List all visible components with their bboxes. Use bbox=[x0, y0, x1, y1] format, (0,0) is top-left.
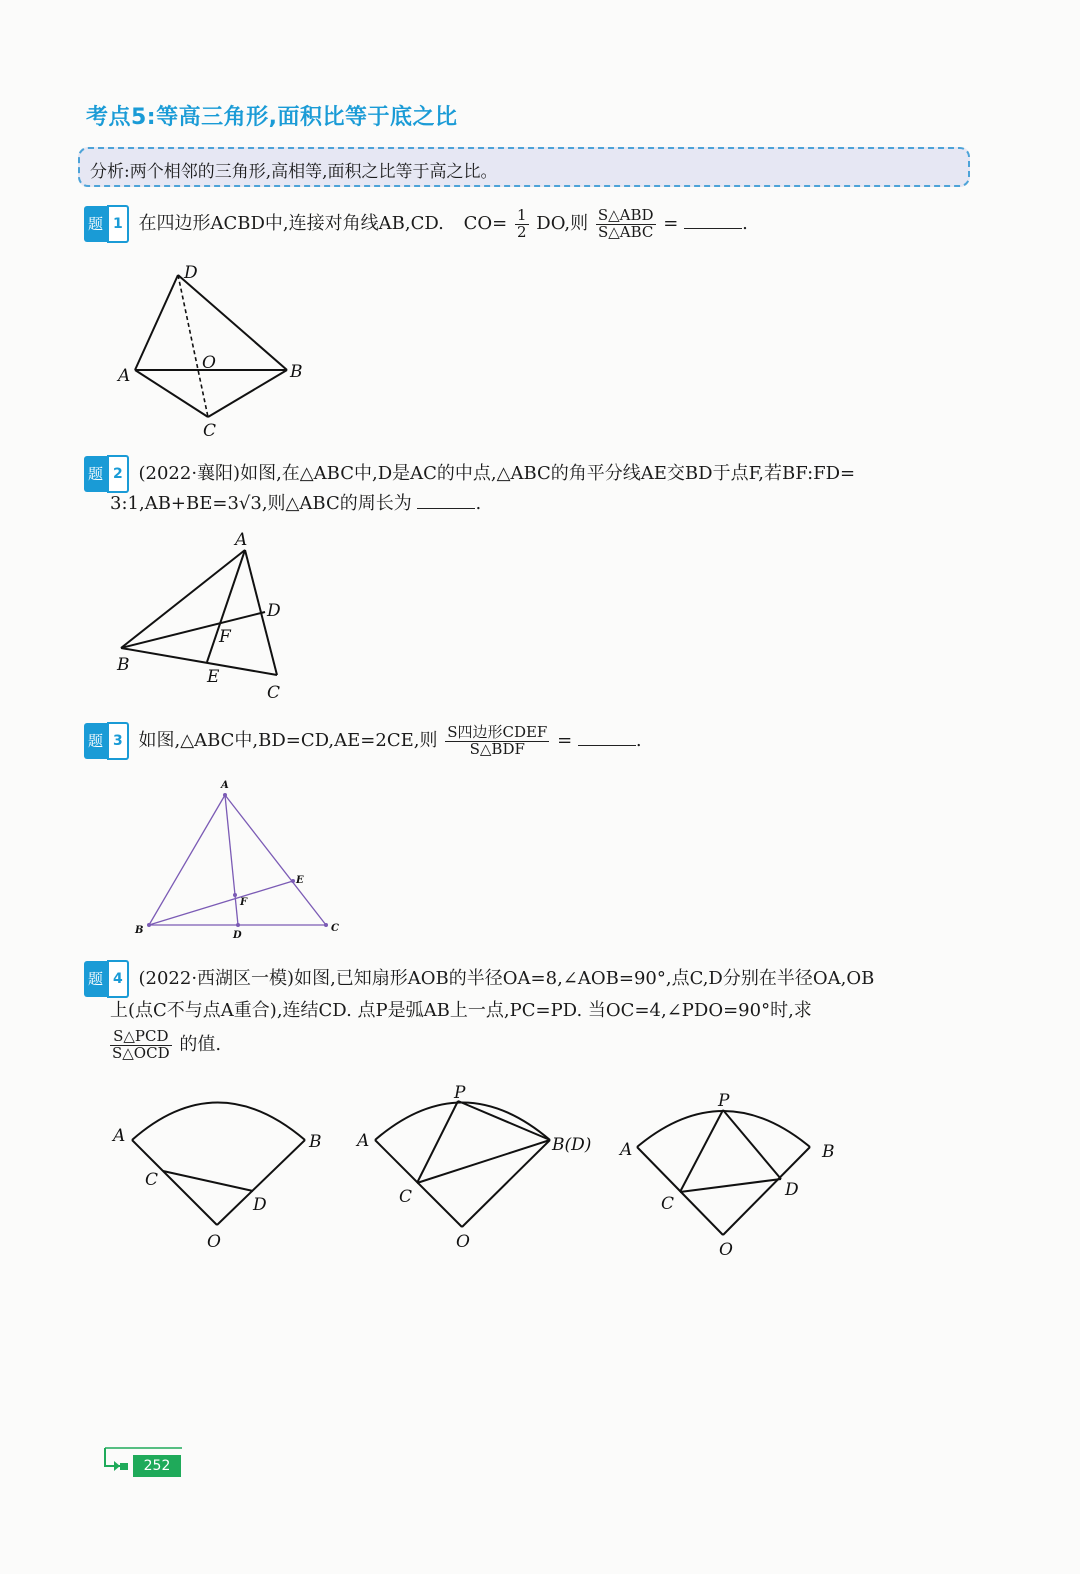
q1-eq-end: = bbox=[663, 213, 679, 234]
figure-4c bbox=[615, 1085, 850, 1265]
q2-answer-blank[interactable] bbox=[417, 492, 475, 509]
question-4 bbox=[84, 960, 874, 998]
fig4c-label-a: A bbox=[620, 1140, 633, 1160]
q3-answer-blank[interactable] bbox=[578, 729, 636, 746]
fig2-label-d: D bbox=[267, 601, 281, 621]
q1-ratio: $\frac{\text{S△ABD}}{\text{S△ABC}}$ bbox=[597, 205, 654, 241]
fig4c-label-p: P bbox=[718, 1091, 730, 1111]
q4-line3-end: 的值. bbox=[179, 1034, 222, 1055]
q1-answer-blank[interactable] bbox=[684, 212, 742, 229]
question-1: 题 1 在四边形ACBD中,连接对角线AB,CD. CO= $\frac{1}{2}$ DO,则 $\frac{\text{S△ABD}}{\text{S△ABC}}$ = . bbox=[84, 205, 748, 243]
question-4-line3 bbox=[108, 1028, 221, 1062]
fig3-label-c: C bbox=[331, 923, 339, 934]
fig1-label-b: B bbox=[290, 362, 303, 382]
fig3-label-a: A bbox=[221, 780, 229, 791]
q3-eq-end: = bbox=[557, 730, 573, 751]
figure-4a bbox=[105, 1085, 340, 1260]
analysis-box bbox=[78, 147, 970, 187]
question-2-line2: 3:1,AB+BE=3√3,则△ABC的周长为 . bbox=[110, 493, 482, 514]
fig3-label-f: F bbox=[240, 897, 248, 908]
q3-ratio: $\frac{\text{S四边形CDEF}}{\text{S△BDF}}$ bbox=[447, 722, 548, 758]
fig2-label-b: B bbox=[117, 655, 130, 675]
q2-line2: 3:1,AB+BE=3√3,则△ABC的周长为 bbox=[110, 493, 412, 514]
q1-text-a: 在四边形ACBD中,连接对角线AB,CD. bbox=[138, 213, 444, 234]
figure-3 bbox=[128, 775, 348, 945]
fig4b-label-o: O bbox=[456, 1232, 470, 1252]
fig2-label-c: C bbox=[267, 683, 281, 703]
fig2-label-e: E bbox=[207, 667, 220, 687]
fig4c-label-d: D bbox=[785, 1180, 799, 1200]
fig1-label-a: A bbox=[118, 366, 131, 386]
fig4c-label-o: O bbox=[719, 1240, 733, 1260]
fig4b-label-a: A bbox=[357, 1131, 370, 1151]
question-3: 题 3 如图,△ABC中,BD=CD,AE=2CE,则 $\frac{\text{S四边形CDEF}}{\text{S△BDF}}$ = . bbox=[84, 722, 642, 760]
fig3-label-d: D bbox=[233, 930, 242, 941]
fig1-label-o: O bbox=[202, 353, 216, 373]
q3-text: 如图,△ABC中,BD=CD,AE=2CE,则 bbox=[138, 730, 438, 751]
fig4a-label-o: O bbox=[207, 1232, 221, 1252]
question-1-tag: 题 1 bbox=[84, 205, 129, 243]
fig4b-label-c: C bbox=[399, 1187, 413, 1207]
figure-2 bbox=[105, 528, 305, 708]
q4-ratio: $\frac{\text{S△PCD}}{\text{S△OCD}}$ bbox=[112, 1026, 170, 1062]
analysis-text: 分析:两个相邻的三角形,高相等,面积之比等于高之比。 bbox=[90, 162, 498, 182]
fig4a-label-c: C bbox=[145, 1170, 159, 1190]
fig4b-label-bd: B(D) bbox=[552, 1135, 592, 1155]
fig2-label-f: F bbox=[219, 627, 231, 647]
fig4a-label-b: B bbox=[309, 1132, 322, 1152]
fig4b-label-p: P bbox=[454, 1083, 466, 1103]
fig4a-label-a: A bbox=[113, 1126, 126, 1146]
question-2-tag: 题 2 bbox=[84, 455, 129, 493]
fig3-label-b: B bbox=[135, 925, 144, 936]
fig1-label-c: C bbox=[203, 421, 217, 441]
page-number: 252 bbox=[133, 1455, 181, 1477]
q2-line1: (2022·襄阳)如图,在△ABC中,D是AC的中点,△ABC的角平分线AE交BD于点F,若BF:FD= bbox=[138, 463, 856, 484]
q4-line2: 上(点C不与点A重合),连结CD. 点P是弧AB上一点,PC=PD. 当OC=4,∠PDO=90°时,求 bbox=[110, 1000, 812, 1021]
q1-half-fraction: $\frac{1}{2}$ bbox=[516, 205, 527, 241]
figure-1 bbox=[110, 258, 320, 443]
fig4a-label-d: D bbox=[253, 1195, 267, 1215]
fig1-label-d: D bbox=[184, 263, 198, 283]
q1-eq-mid: DO,则 bbox=[536, 213, 589, 234]
figure-4b bbox=[350, 1080, 610, 1260]
fig4c-label-c: C bbox=[661, 1194, 675, 1214]
q1-eq-left: CO= bbox=[463, 213, 508, 234]
fig2-label-a: A bbox=[235, 530, 248, 550]
question-4-tag: 题 4 bbox=[84, 960, 129, 998]
q4-line1: (2022·西湖区一模)如图,已知扇形AOB的半径OA=8,∠AOB=90°,点C,D分别在半径OA,OB bbox=[138, 968, 875, 989]
section-title: 考点5:等高三角形,面积比等于底之比 bbox=[86, 105, 458, 130]
question-3-tag: 题 3 bbox=[84, 722, 129, 760]
fig4c-label-b: B bbox=[822, 1142, 835, 1162]
fig3-label-e: E bbox=[296, 875, 304, 886]
question-4-line2 bbox=[110, 994, 812, 1028]
